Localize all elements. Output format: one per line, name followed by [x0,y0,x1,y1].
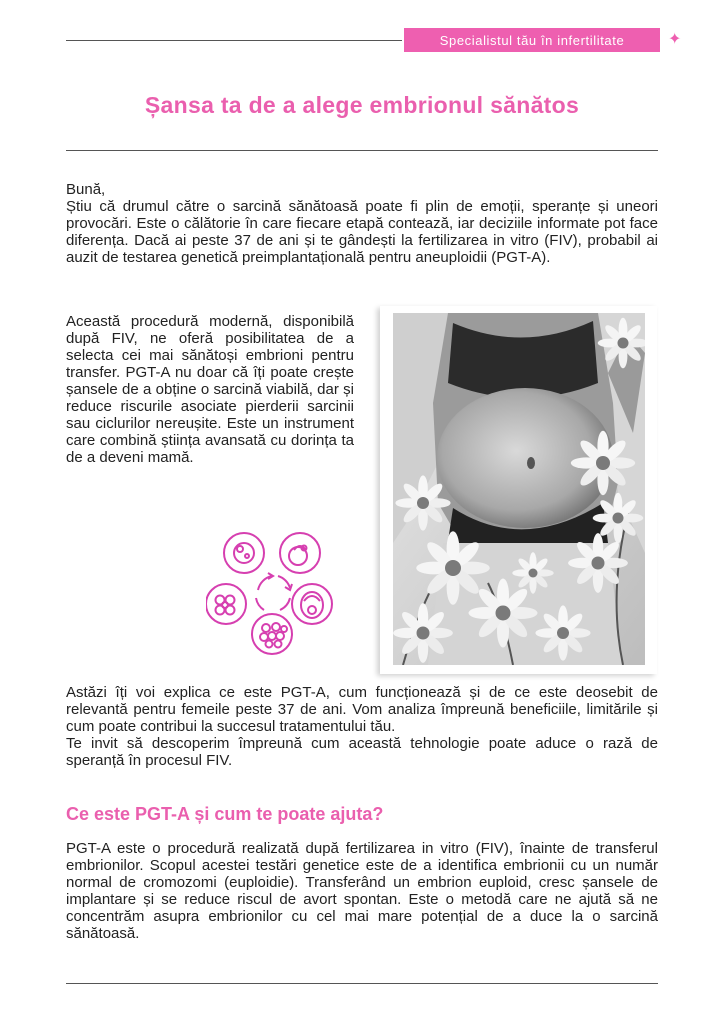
four-point-star-icon: ✦ [668,31,682,48]
invitation-paragraph: Te invit să descoperim împreună cum această tehnologie poate aduce o rază de speranță în procesul FIV. [66,735,658,769]
intro-paragraph: Știu că drumul către o sarcină sănătoasă poate fi plin de emoții, speranțe și uneori provocări. Este o călătorie în care fiecare etapă contează, iar deciziile informate pot face diferența. Dacă ai peste 37 de ani și te gândești la fertilizarea in vitro (FIV), probabil ai auzit de testarea genetică preimplantațională pentru aneuploidii (PGT-A). [66,198,658,266]
intro-section [66,181,658,266]
footer-divider [66,983,658,984]
page-title: Șansa ta de a alege embrionul sănătos [144,92,580,118]
greeting: Bună, [66,181,106,198]
pregnant-belly-photo [393,313,645,665]
embryo-development-cycle-icon [206,528,338,656]
header-badge: Specialistul tău în infertilitate [404,28,660,52]
procedure-paragraph: Această procedură modernă, disponibilă după FIV, ne oferă posibilitatea de a selecta cei mai sănătoși embrioni pentru transfer. PGT-A nu doar că îți poate crește șansele de a obține o sarcină viabilă, dar și reduce riscurile asociate pierderii sarcinii sau ciclurilor nereușite. Este un instrument care combină știința avansată cu dorința ta de a deveni mamă. [66,313,354,466]
header-divider [66,40,402,41]
title-divider [66,150,658,151]
pgta-section [66,840,658,942]
pgta-paragraph: PGT-A este o procedură realizată după fertilizarea in vitro (FIV), înainte de transferul embrionilor. Scopul acestei testări genetice este de a identifica embrionii cu un număr normal de cromozomi (euploidie). Transferând un embrion euploid, cresc șansele de implantare și se reduce riscul de avort spontan. Este o metodă care ne ajută să ne concentrăm asupra embrionilor cu cel mai mare potențial de a duce la o sarcină sănătoasă. [66,840,658,942]
left-column [66,313,354,466]
explanation-section [66,684,658,769]
explanation-paragraph: Astăzi îți voi explica ce este PGT-A, cum funcționează și de ce este deosebit de relevantă pentru femeile peste 37 de ani. Vom analiza împreună beneficiile, limitările și cum poate contribui la succesul tratamentului tău. [66,684,658,735]
section-heading: Ce este PGT-A și cum te poate ajuta? [66,804,384,824]
